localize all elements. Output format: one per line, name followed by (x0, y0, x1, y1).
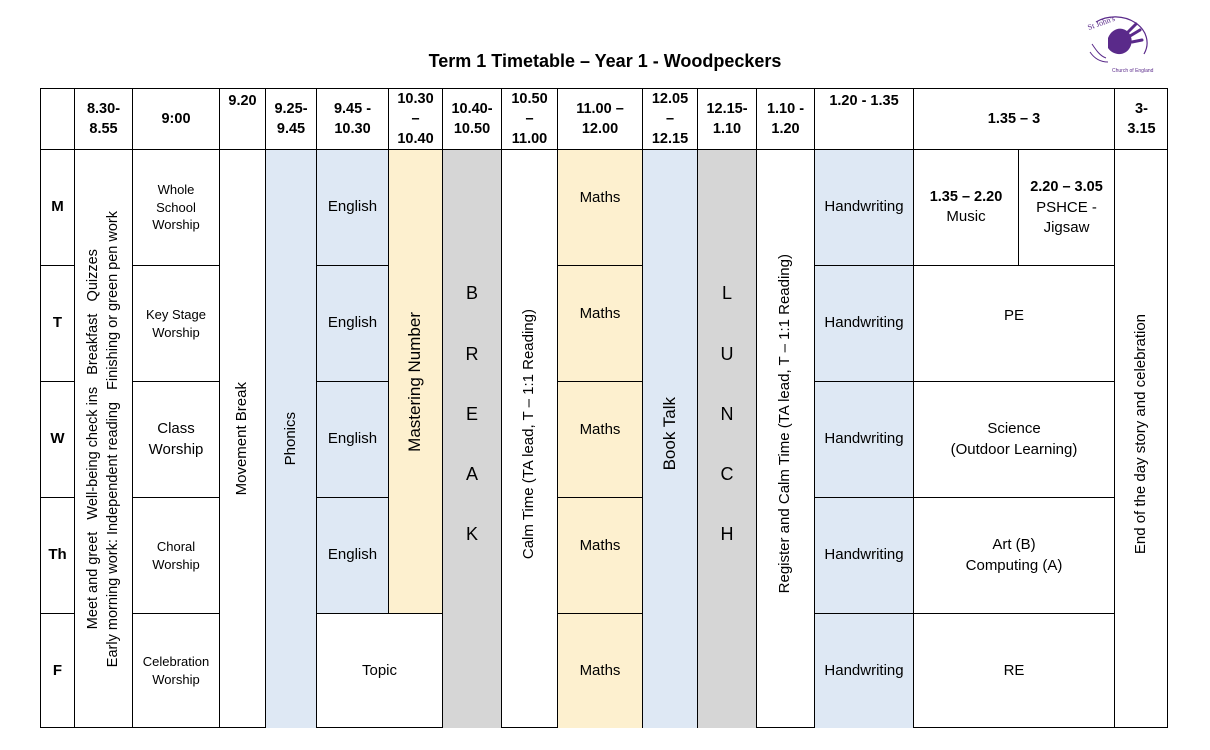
handwriting-monday: Handwriting (815, 150, 914, 266)
header-9-00: 9:00 (133, 89, 220, 150)
monday-pshce-subject: PSHCE - Jigsaw (1036, 198, 1097, 236)
movement-break-cell (220, 150, 266, 728)
break-cell (443, 150, 502, 728)
day-label-friday: F (41, 614, 75, 728)
phonics-label: Phonics (281, 412, 299, 466)
book-talk-label: Book Talk (659, 397, 679, 471)
header-9-45: 9.45 - 10.30 (317, 89, 389, 150)
calm-time-cell (502, 150, 558, 728)
lunch-letter: N (720, 403, 734, 424)
worship-tuesday: Key Stage Worship (133, 266, 220, 382)
afternoon-thursday: Art (B) Computing (A) (914, 498, 1115, 614)
handwriting-friday: Handwriting (815, 614, 914, 728)
worship-monday: Whole School Worship (133, 150, 220, 266)
break-letter: E (465, 403, 478, 424)
handwriting-thursday: Handwriting (815, 498, 914, 614)
maths-monday: Maths (558, 150, 643, 266)
header-corner (41, 89, 75, 150)
day-label-tuesday: T (41, 266, 75, 382)
header-12-05: 12.05 – 12.15 (643, 89, 698, 150)
end-of-day-cell (1115, 150, 1168, 728)
header-10-50: 10.50 – 11.00 (502, 89, 558, 150)
topic-friday: Topic (317, 614, 443, 728)
morning-routine-line-1: Meet and greet Well-being check ins Breakfast Quizzes (85, 248, 102, 630)
english-tuesday: English (317, 266, 389, 382)
header-8-30: 8.30- 8.55 (75, 89, 133, 150)
break-letter: A (465, 464, 478, 485)
header-9-20: 9.20 (220, 89, 266, 150)
day-label-monday: M (41, 150, 75, 266)
svg-text:St John's: St John's (1086, 14, 1117, 33)
lunch-letter: L (721, 283, 732, 304)
lunch-cell (698, 150, 757, 728)
register-calm-time-label: Register and Calm Time (TA lead, T – 1:1 Reading) (776, 254, 794, 594)
svg-text:Church of England: Church of England (1112, 68, 1154, 74)
morning-routine-cell (75, 150, 133, 728)
maths-thursday: Maths (558, 498, 643, 614)
english-thursday: English (317, 498, 389, 614)
afternoon-monday-pshce (1019, 150, 1115, 266)
header-10-30: 10.30 – 10.40 (389, 89, 443, 150)
register-calm-time-cell (757, 150, 815, 728)
header-1-10: 1.10 - 1.20 (757, 89, 815, 150)
maths-tuesday: Maths (558, 266, 643, 382)
afternoon-tuesday: PE (914, 266, 1115, 382)
timetable-grid (40, 88, 1168, 728)
page-title: Term 1 Timetable – Year 1 - Woodpeckers (428, 51, 782, 71)
maths-wednesday: Maths (558, 382, 643, 498)
header-10-40: 10.40- 10.50 (443, 89, 502, 150)
afternoon-wednesday: Science (Outdoor Learning) (914, 382, 1115, 498)
mastering-number-label: Mastering Number (405, 311, 425, 452)
worship-friday: Celebration Worship (133, 614, 220, 728)
monday-pshce-time: 2.20 – 3.05 (1030, 179, 1103, 195)
school-logo-icon (1082, 14, 1154, 76)
morning-routine-line-2: Early morning work: Independent reading Finishing or green pen work (105, 210, 122, 668)
afternoon-friday: RE (914, 614, 1115, 728)
school-logo (1082, 14, 1154, 76)
day-label-thursday: Th (41, 498, 75, 614)
worship-wednesday: Class Worship (133, 382, 220, 498)
worship-thursday: Choral Worship (133, 498, 220, 614)
english-monday: English (317, 150, 389, 266)
afternoon-monday-music (914, 150, 1019, 266)
handwriting-tuesday: Handwriting (815, 266, 914, 382)
lunch-letter: U (720, 343, 734, 364)
movement-break-label: Movement Break (233, 382, 251, 496)
monday-music-subject: Music (946, 208, 986, 226)
break-letter: B (465, 283, 478, 304)
header-12-15: 12.15- 1.10 (698, 89, 757, 150)
book-talk-cell (643, 150, 698, 728)
header-1-35: 1.35 – 3 (914, 89, 1115, 150)
end-of-day-label: End of the day story and celebration (1132, 313, 1150, 555)
english-wednesday: English (317, 382, 389, 498)
mastering-number-cell (389, 150, 443, 614)
header-9-25: 9.25- 9.45 (266, 89, 317, 150)
break-letter: K (465, 524, 478, 545)
calm-time-label: Calm Time (TA lead, T – 1:1 Reading) (520, 308, 538, 560)
lunch-letter: H (720, 524, 734, 545)
day-label-wednesday: W (41, 382, 75, 498)
phonics-cell (266, 150, 317, 728)
lunch-letter: C (720, 464, 734, 485)
monday-music-time: 1.35 – 2.20 (929, 188, 1003, 205)
header-3-00: 3- 3.15 (1115, 89, 1168, 150)
maths-friday: Maths (558, 614, 643, 728)
header-11-00: 11.00 – 12.00 (558, 89, 643, 150)
break-letter: R (465, 343, 479, 364)
handwriting-wednesday: Handwriting (815, 382, 914, 498)
header-1-20: 1.20 - 1.35 (815, 89, 914, 150)
